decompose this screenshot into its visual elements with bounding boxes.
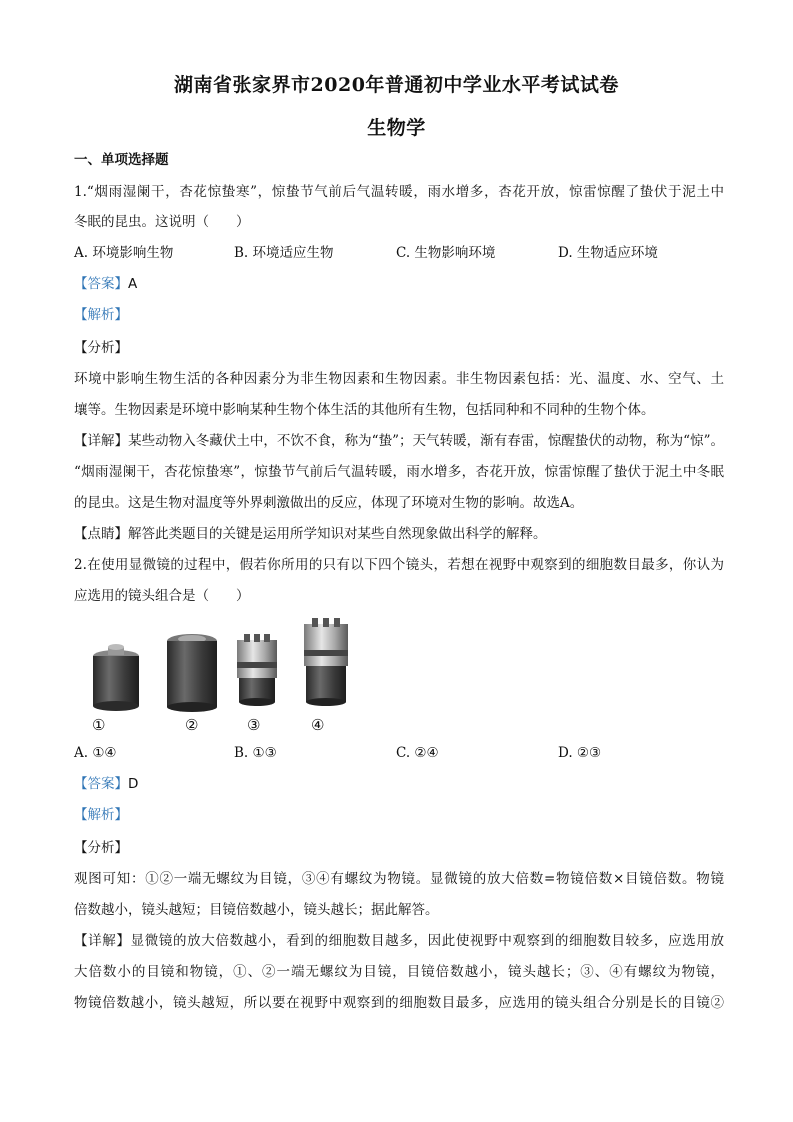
q1-fenxi-line-1: 环境中影响生物生活的各种因素分为非生物因素和生物因素。非生物因素包括：光、温度、水、空气、土 <box>74 371 724 387</box>
lens-label-3: ③ <box>247 716 261 734</box>
q2-detail-line-3: 物镜倍数越小，镜头越短，所以要在视野中观察到的细胞数目最多，应选用的镜头组合分别是长的目镜② <box>74 995 724 1011</box>
q2-answer-tag: 【答案】 <box>74 776 128 792</box>
page-subtitle: 生物学 <box>367 117 426 139</box>
q2-fenxi-tag: 【分析】 <box>74 840 128 856</box>
q1-option-a: A. 环境影响生物 <box>74 245 174 261</box>
q1-stem-line-2: 冬眠的昆虫。这说明（ ） <box>74 214 250 230</box>
q1-fenxi-tag: 【分析】 <box>74 340 128 356</box>
q2-stem-line-1: 2.在使用显微镜的过程中，假若你所用的只有以下四个镜头，若想在视野中观察到的细胞数目最多，你认为 <box>74 557 724 573</box>
q2-detail-line-1: 【详解】显微镜的放大倍数越小，看到的细胞数目越多，因此使视野中观察到的细胞数目较多，应选用放 <box>74 933 724 949</box>
q2-fenxi-line-2: 倍数越小，镜头越短；目镜倍数越小，镜头越长；据此解答。 <box>74 902 439 918</box>
page-title: 湖南省张家界市2020年普通初中学业水平考试试卷 <box>174 74 619 96</box>
q2-option-d: D. ②③ <box>558 745 602 761</box>
q1-answer-value: A <box>128 276 138 292</box>
q2-fenxi-line-1: 观图可知：①②一端无螺纹为目镜，③④有螺纹为物镜。显微镜的放大倍数=物镜倍数×目镜倍数。物镜 <box>74 871 724 887</box>
lens-label-4: ④ <box>311 716 325 734</box>
section-heading: 一、单项选择题 <box>74 152 169 168</box>
q2-option-b: B. ①③ <box>234 745 277 761</box>
q2-option-a: A. ①④ <box>74 745 117 761</box>
lens-2-eyepiece <box>167 634 217 712</box>
q2-jiexi-tag: 【解析】 <box>74 807 128 823</box>
q1-option-c: C. 生物影响环境 <box>396 245 496 261</box>
q2-stem-line-2: 应选用的镜头组合是（ ） <box>74 588 250 604</box>
q1-option-b: B. 环境适应生物 <box>234 245 334 261</box>
q1-dianjing: 【点睛】解答此类题目的关键是运用所学知识对某些自然现象做出科学的解释。 <box>74 526 547 542</box>
lens-4-objective <box>304 618 348 706</box>
q2-answer-value: D <box>128 776 139 792</box>
microscope-lenses-figure <box>74 618 374 718</box>
q1-stem-line-1: 1.“烟雨湿阑干，杏花惊蛰寒”，惊蛰节气前后气温转暖，雨水增多，杏花开放，惊雷惊醒了蛰伏于泥土中 <box>74 184 724 200</box>
lens-3-objective <box>237 634 277 706</box>
lens-label-2: ② <box>185 716 199 734</box>
q2-detail-line-2: 大倍数小的目镜和物镜，①、②一端无螺纹为目镜，目镜倍数越小，镜头越长；③、④有螺纹为物镜， <box>74 964 724 980</box>
q1-answer-row <box>74 274 724 294</box>
q1-fenxi-line-2: 壤等。生物因素是环境中影响某种生物个体生活的其他所有生物，包括同种和不同种的生物个体。 <box>74 402 655 418</box>
q1-detail-line-2: “烟雨湿阑干，杏花惊蛰寒”，惊蛰节气前后气温转暖，雨水增多，杏花开放，惊雷惊醒了蛰伏于泥土中冬眠 <box>74 464 724 480</box>
q1-detail-line-3: 的昆虫。这是生物对温度等外界刺激做出的反应，体现了环境对生物的影响。故选A。 <box>74 495 584 511</box>
q2-option-c: C. ②④ <box>396 745 439 761</box>
q1-detail-line-1: 【详解】某些动物入冬藏伏土中，不饮不食，称为“蛰”；天气转暖，渐有春雷，惊醒蛰伏的动物，称为“惊”。 <box>74 433 724 449</box>
q1-option-d: D. 生物适应环境 <box>558 245 658 261</box>
lens-label-1: ① <box>92 716 106 734</box>
q1-answer-tag: 【答案】 <box>74 276 128 292</box>
lens-1-eyepiece <box>93 644 139 711</box>
q1-jiexi-tag: 【解析】 <box>74 307 128 323</box>
q2-answer-row <box>74 774 724 794</box>
